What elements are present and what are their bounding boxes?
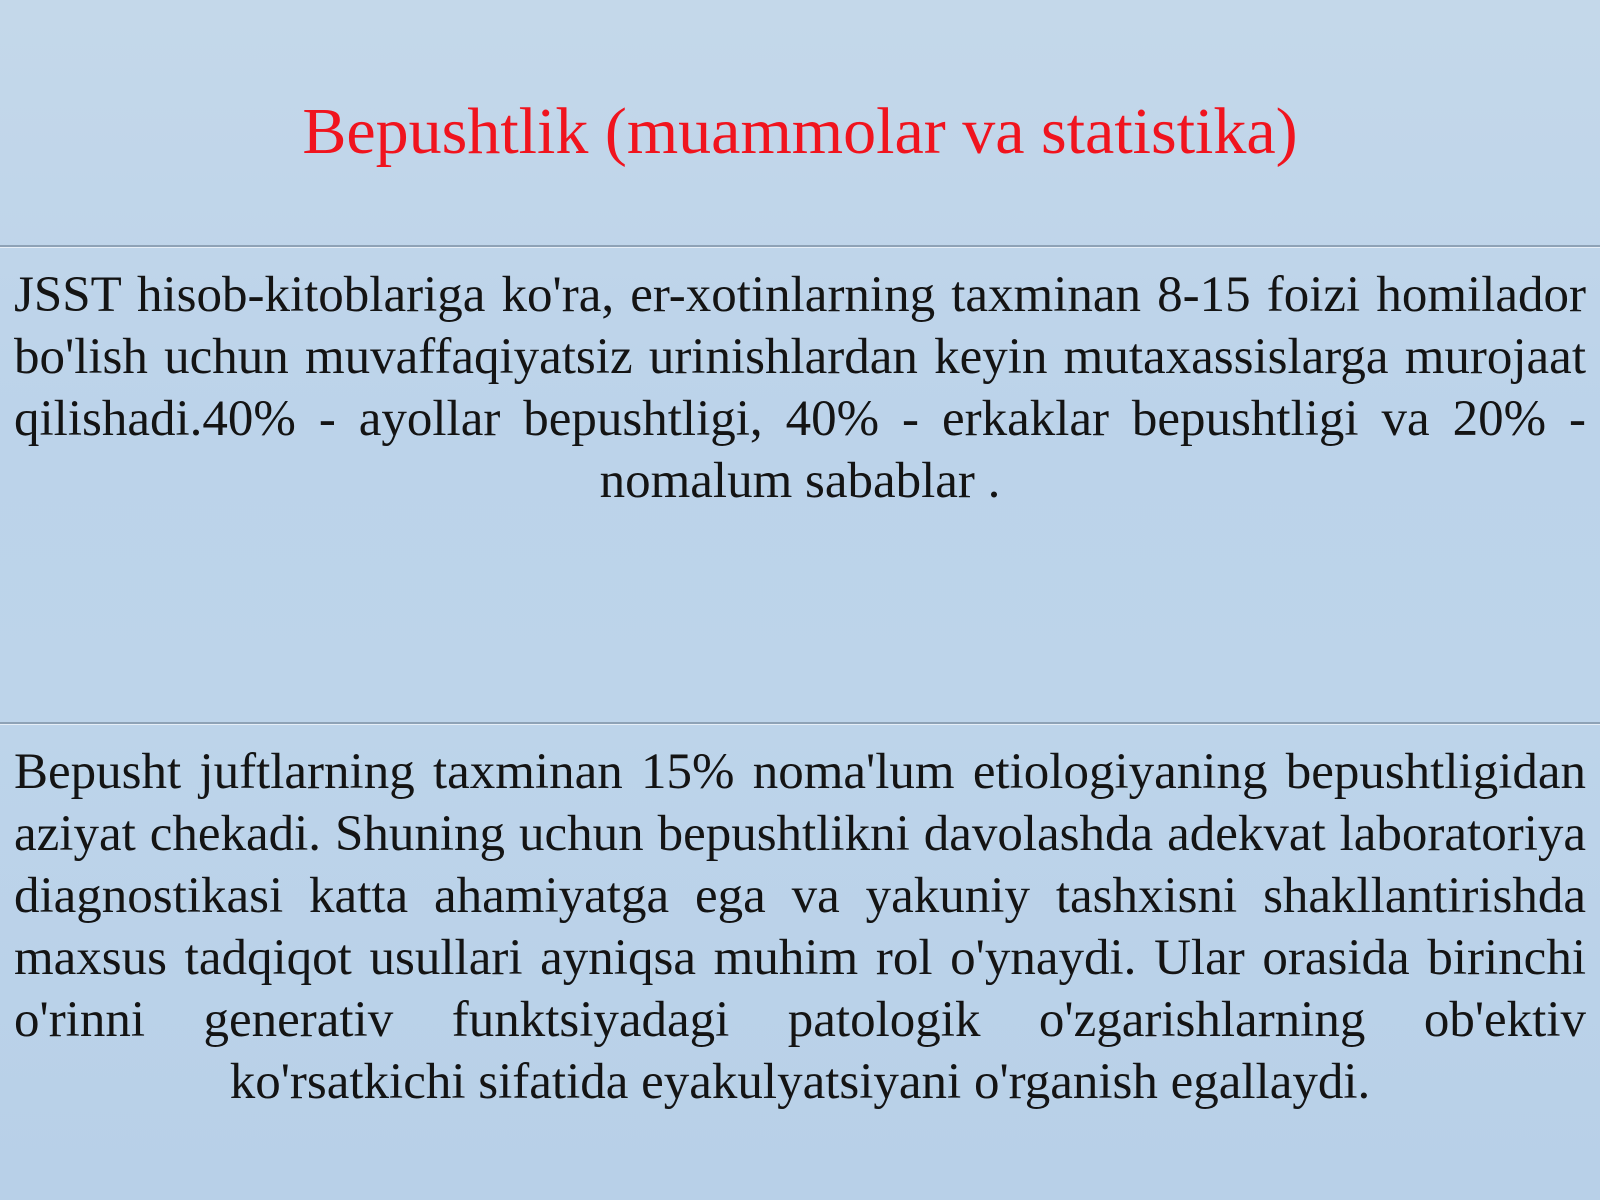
paragraph-diagnostics: Bepusht juftlarning taxminan 15% noma'lum etiologiyaning bepushtligidan aziyat chekadi. Shuning uchun bepushtlikni davolashda adekvat laboratoriya diagnostikasi katta ahamiyatga ega va yakuniy tashxisni shakllantirishda maxsus tadqiqot usullari ayniqsa muhim rol o'ynaydi. Ular orasida birinchi o'rinni generativ funktsiyadagi patologik o'zgarishlarning ob'ektiv ko'rsatkichi sifatida eyakulyatsiyani o'rganish egallaydi. bbox=[14, 744, 1586, 1110]
middle-divider bbox=[0, 722, 1600, 724]
paragraph-statistics: JSST hisob-kitoblariga ko'ra, er-xotinlarning taxminan 8-15 foizi homilador bo'lish uchun muvaffaqiyatsiz urinishlardan keyin mutaxassislarga murojaat qilishadi.40% - ayollar bepushtligi, 40% - erkaklar bepushtligi va 20% - nomalum sabablar . bbox=[14, 267, 1586, 509]
slide-title: Bepushtlik (muammolar va statistika) bbox=[302, 95, 1298, 168]
top-divider bbox=[0, 245, 1600, 247]
